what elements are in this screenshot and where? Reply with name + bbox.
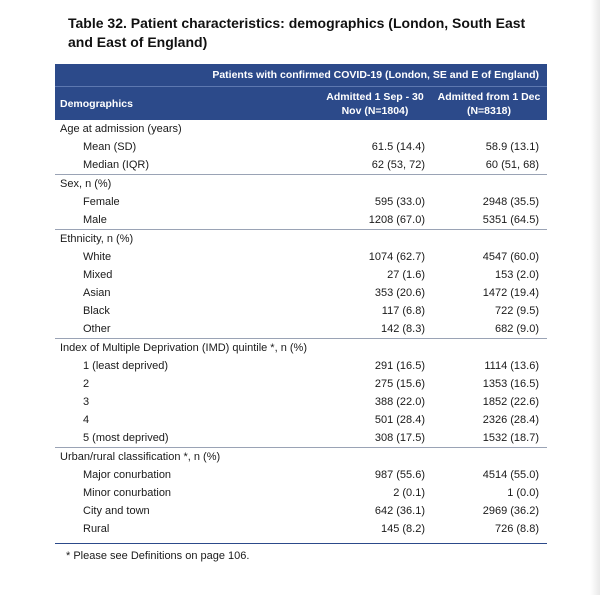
row-label: Male [83,214,107,226]
row-label: 2 [83,378,90,390]
row-value-period1: 275 (15.6) [374,378,425,390]
section-title: Ethnicity, n (%) [55,229,547,248]
row-value-period2: 2326 (28.4) [482,414,539,426]
row-value-period2: 60 (51, 68) [485,159,539,171]
row-value-period1: 1208 (67.0) [368,214,425,226]
row-value-period1: 501 (28.4) [374,414,425,426]
row-value-period2: 1852 (22.6) [482,396,539,408]
table-row [55,138,547,156]
table-row [55,375,547,393]
table-bottom-rule [55,538,547,544]
table-body [55,120,547,538]
table-row [55,266,547,284]
row-value-period1: 61.5 (14.4) [371,141,425,153]
table-row [55,156,547,174]
row-label: Black [83,305,110,317]
col-header-period1: Admitted 1 Sep - 30 Nov (N=1804) [326,90,424,117]
table-row [55,466,547,484]
row-value-period1: 642 (36.1) [374,505,425,517]
row-label: White [83,251,112,263]
row-label: City and town [83,505,150,517]
row-label: Other [83,323,111,335]
row-label: Female [83,196,120,208]
row-value-period1: 1074 (62.7) [368,251,425,263]
row-value-period1: 142 (8.3) [380,323,425,335]
table-row [55,429,547,447]
row-label: 1 (least deprived) [83,360,168,372]
row-label: 5 (most deprived) [83,432,169,444]
row-label: 3 [83,396,90,408]
table-row [55,393,547,411]
table-row [55,520,547,538]
col-header-period2: Admitted from 1 Dec (N=8318) [437,90,541,117]
row-value-period2: 1532 (18.7) [482,432,539,444]
column-headers [55,87,547,120]
row-value-period1: 308 (17.5) [374,432,425,444]
table-row [55,320,547,338]
row-value-period1: 62 (53, 72) [371,159,425,171]
row-value-period2: 58.9 (13.1) [485,141,539,153]
row-value-period1: 353 (20.6) [374,287,425,299]
row-label: Major conurbation [83,469,172,481]
row-value-period1: 388 (22.0) [374,396,425,408]
row-value-period2: 1 (0.0) [507,487,539,499]
footnote: * Please see Definitions on page 106. [66,550,250,562]
row-label: 4 [83,414,90,426]
row-label: Minor conurbation [83,487,172,499]
table-row [55,502,547,520]
row-value-period1: 117 (6.8) [381,305,425,317]
row-value-period2: 4547 (60.0) [482,251,539,263]
table-header [55,64,547,120]
group-header: Patients with confirmed COVID-19 (London, SE and E of England) [55,64,547,87]
section-title: Urban/rural classification *, n (%) [55,447,547,466]
table-title: Table 32. Patient characteristics: demographics (London, South East and East of England) [68,15,526,50]
row-label: Median (IQR) [83,159,150,171]
section-title: Age at admission (years) [60,123,182,135]
row-value-period2: 2969 (36.2) [482,505,539,517]
row-value-period2: 1114 (13.6) [484,360,539,372]
row-value-period2: 1472 (19.4) [482,287,539,299]
table-row [55,248,547,266]
row-value-period1: 145 (8.2) [380,523,425,535]
table-row [55,357,547,375]
row-label: Mean (SD) [83,141,137,153]
section-title: Sex, n (%) [55,174,547,193]
row-label: Asian [83,287,111,299]
row-value-period1: 595 (33.0) [374,196,425,208]
row-value-period2: 153 (2.0) [494,269,539,281]
row-label: Rural [83,523,110,535]
row-value-period1: 2 (0.1) [393,487,425,499]
row-value-period2: 722 (9.5) [494,305,539,317]
row-value-period1: 987 (55.6) [374,469,425,481]
row-label: Mixed [83,269,113,281]
table-row [55,302,547,320]
row-value-period2: 726 (8.8) [494,523,539,535]
demographics-table [55,64,547,544]
table-row [55,411,547,429]
table-row [55,211,547,229]
row-value-period1: 27 (1.6) [387,269,425,281]
table-row [55,193,547,211]
col-header-demographics: Demographics [60,97,133,110]
row-value-period2: 4514 (55.0) [482,469,539,481]
table-row [55,484,547,502]
page-edge [590,0,600,595]
row-value-period2: 2948 (35.5) [482,196,539,208]
row-value-period1: 291 (16.5) [374,360,425,372]
row-value-period2: 5351 (64.5) [482,214,539,226]
table-row [55,284,547,302]
section-title: Index of Multiple Deprivation (IMD) quintile *, n (%) [55,338,547,357]
row-value-period2: 682 (9.0) [494,323,539,335]
row-value-period2: 1353 (16.5) [482,378,539,390]
